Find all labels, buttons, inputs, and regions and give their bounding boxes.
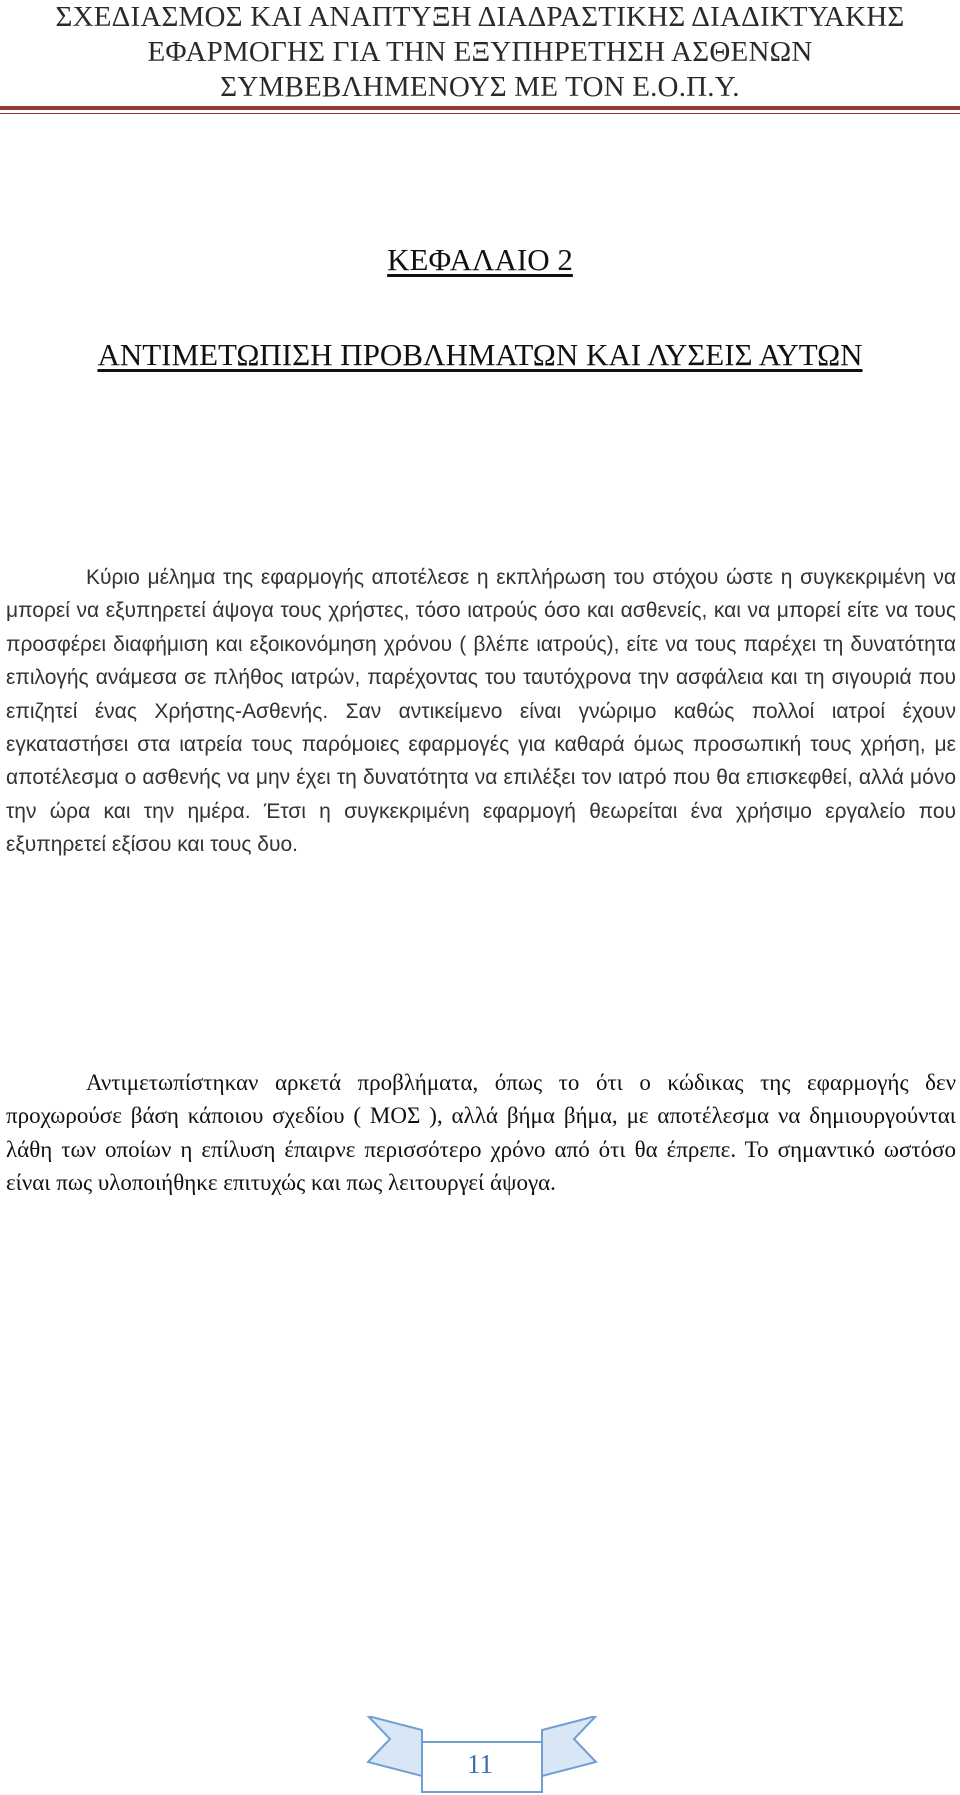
header-line-1: ΣΧΕΔΙΑΣΜΟΣ ΚΑΙ ΑΝΑΠΤΥΞΗ ΔΙΑΔΡΑΣΤΙΚΗΣ ΔΙΑΔΙΚΤΥΑΚΗΣ (55, 1, 905, 33)
ribbon-left-tail (368, 1716, 422, 1776)
ribbon-right-tail (542, 1716, 596, 1776)
header-line-3: ΣΥΜΒΕΒΛΗΜΕΝΟΥΣ ΜΕ ΤΟΝ Ε.Ο.Π.Υ. (220, 71, 740, 103)
header-rule-thin (0, 113, 960, 114)
header-line-2: ΕΦΑΡΜΟΓΗΣ ΓΙΑ ΤΗΝ ΕΞΥΠΗΡΕΤΗΣΗ ΑΣΘΕΝΩΝ (147, 36, 813, 68)
header-rule-thick (0, 106, 960, 110)
chapter-title: ΑΝΤΙΜΕΤΩΠΙΣΗ ΠΡΟΒΛΗΜΑΤΩΝ ΚΑΙ ΛΥΣΕΙΣ ΑΥΤΩΝ (97, 337, 863, 372)
body-paragraph-1: Κύριο μέλημα της εφαρμογής αποτέλεσε η εκπλήρωση του στόχου ώστε η συγκεκριμένη να μπορεί να εξυπηρετεί άψογα τους χρήστες, τόσο ιατρούς όσο και ασθενείς, και να μπορεί είτε να τους προσφέρει διαφήμιση και εξοικονόμηση χρόνου ( βλέπε ιατρούς), είτε να τους παρέχει τη δυνατότητα επιλογής ανάμεσα σε πλήθος ιατρών, παρέχοντας του ταυτόχρονα την ασφάλεια και τη σιγουριά που επιζητεί ένας Χρήστης-Ασθενής. Σαν αντικείμενο είναι γνώριμο καθώς πολλοί ιατροί έχουν εγκαταστήσει στα ιατρεία τους παρόμοιες εφαρμογές για καθαρά όμως προσωπική τους χρήση, με αποτέλεσμα ο ασθενής να μην έχει τη δυνατότητα να επιλέξει τον ιατρό που θα επισκεφθεί, αλλά μόνο την ώρα και την ημέρα. Έτσι η συγκεκριμένη εφαρμογή θεωρείται ένα χρήσιμο εργαλείο που εξυπηρετεί εξίσου και τους δυο. (6, 566, 956, 857)
body-paragraph-2: Αντιμετωπίστηκαν αρκετά προβλήματα, όπως το ότι ο κώδικας της εφαρμογής δεν προχωρούσε βάση κάποιου σχεδίου ( ΜΟΣ ), αλλά βήμα βήμα, με αποτέλεσμα να δημιουργούνται λάθη των οποίων η επίλυση έπαιρνε περισσότερο χρόνο από ότι θα έπρεπε. Το σημαντικό ωστόσο είναι πως υλοποιήθηκε επιτυχώς και πως λειτουργεί άψογα. (6, 1070, 956, 1196)
page-number: 11 (467, 1749, 493, 1779)
chapter-number: ΚΕΦΑΛΑΙΟ 2 (387, 242, 573, 277)
running-header (0, 0, 960, 105)
